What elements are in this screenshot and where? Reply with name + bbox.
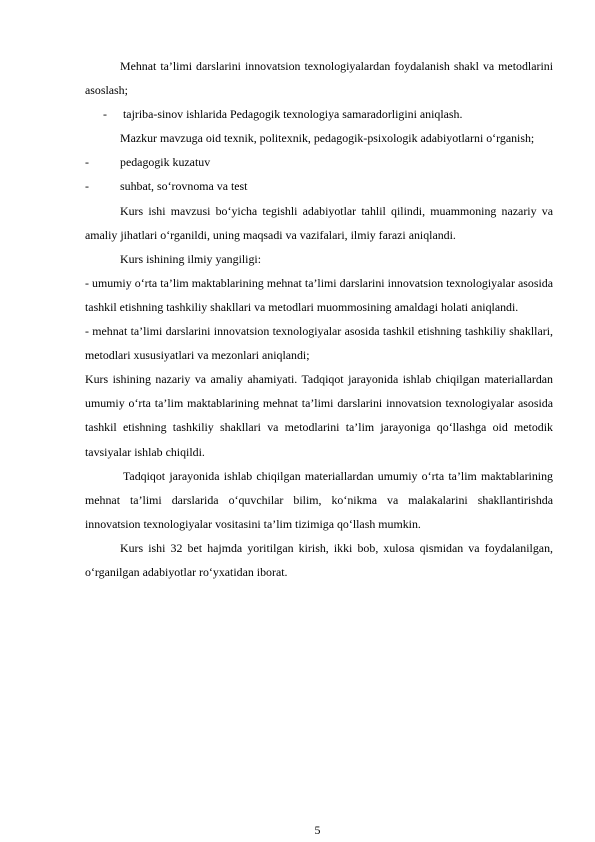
list-dash: - [85,179,89,194]
page-number: 5 [314,823,321,837]
list-item-text: suhbat, so‘rovnoma va test [120,179,248,194]
list-item-experiment [85,102,553,126]
page-body [85,54,553,584]
paragraph-novelty-item-1: - umumiy o‘rta ta’lim maktablarining mehnat ta’limi darslarini innovatsion texnologiyalar asosida tashkil etishning tashkiliy shakllari va metodlari muommosining amaldagi holati aniqlandi. [85,275,553,314]
paragraph-novelty-item-2: - mehnat ta’limi darslarini innovatsion texnologiyalar asosida tashkil etishning tashkiliy shakllari, metodlari xususiyatlari va mezonlari aniqlandi; [85,324,553,363]
paragraph-structure: Kurs ishi 32 bet hajmda yoritilgan kirish, ikki bob, xulosa qismidan va foydalanilgan, o‘rganilgan adabiyotlar ro‘yxatidan iborat. [85,540,553,579]
paragraph-analysis: Kurs ishi mavzusi bo‘yicha tegishli adabiyotlar tahlil qilindi, muammoning nazariy va amaliy jihatlari o‘rganildi, uning maqsadi va vazifalari, ilmiy farazi aniqlandi. [85,203,553,242]
list-dash: - [103,107,107,122]
list-item-observation [85,150,553,174]
paragraph-application: Tadqiqot jarayonida ishlab chiqilgan materiallardan umumiy o‘rta ta’lim maktablarining mehnat ta’limi darslarida o‘quvchilar bilim, ko‘nikma va malakalarini shakllantirishda innovatsion texnologiyalar vositasini ta’lim tizimiga qo‘llash mumkin. [85,468,553,531]
paragraph-significance: Kurs ishining nazariy va amaliy ahamiyati. Tadqiqot jarayonida ishlab chiqilgan materiallardan umumiy o‘rta ta’lim maktablarining mehnat ta’limi darslarini innovatsion texnologiyalar asosida tashkil etishning tashkiliy shakllari va metodlarini ta’lim jarayoniga qo‘llashga oid metodik tavsiyalar ishlab chiqildi. [85,372,553,459]
paragraph-novelty-heading: Kurs ishining ilmiy yangiligi: [120,251,262,266]
list-item-text: tajriba-sinov ishlarida Pedagogik texnologiya samaradorligini aniqlash. [123,107,463,122]
paragraph-objective-methods: Mehnat ta’limi darslarini innovatsion texnologiyalardan foydalanish shakl va metodlarini asoslash; [85,59,553,98]
list-item-interview [85,174,553,198]
paragraph-literature-study: Mazkur mavzuga oid texnik, politexnik, pedagogik-psixologik adabiyotlarni o‘rganish; [120,131,535,146]
list-dash: - [85,155,89,170]
list-item-text: pedagogik kuzatuv [120,155,211,170]
